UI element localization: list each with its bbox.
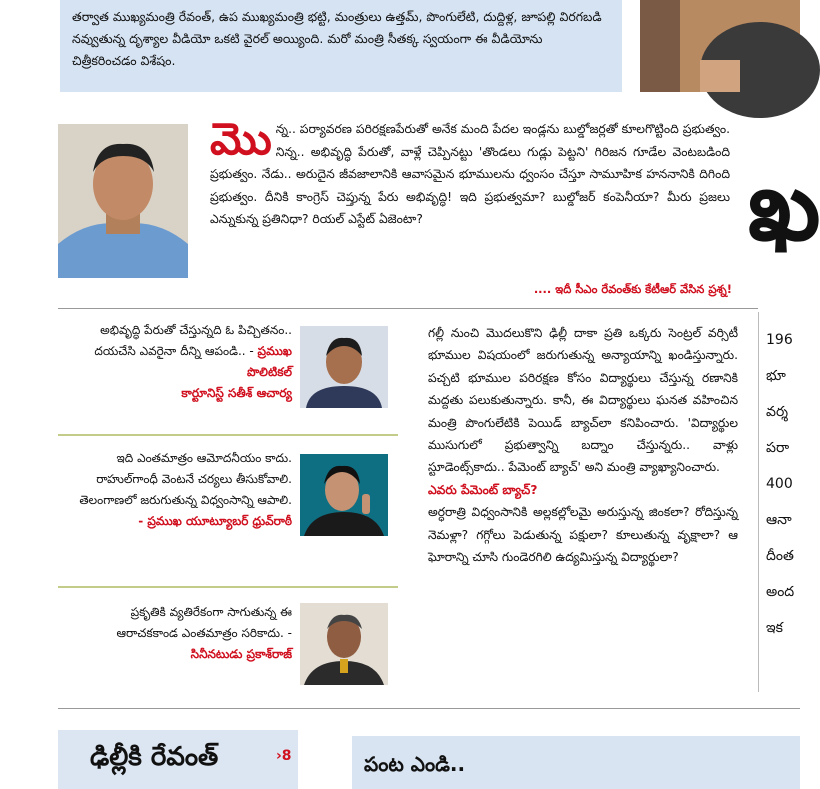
headline-fragment: ఖ: [748, 150, 820, 262]
top-right-photo: [640, 0, 800, 92]
section-divider: [58, 308, 758, 309]
column-rule: [758, 312, 759, 692]
satish-photo: [300, 326, 388, 408]
dhruv-photo: [300, 454, 388, 536]
bottom-divider: [58, 708, 800, 709]
ktr-quote-text: న్న.. పర్యావరణ పరిరక్షణపేరుతో అనేక మంది పేదల ఇండ్లను బుల్డోజర్లతో కూలగొట్టింది ప్రభుత్వం. నిన్న.. అభివృద్ధి పేరుతో, వాళ్లే చెప్పినట్టు 'తొండలు గుడ్లు పెట్టని' గిరిజన గూడేల వెంటబడింది ప్రభుత్వం. నేడు.. అరుదైన జీవజాలానికి ఆవాసమైన భూములను ధ్వంసం చేస్తూ సామూహిక హననానికి దిగింది ప్రభుత్వం. దీనికి కాంగ్రెస్ చెప్తున్న పేరు అభివృద్ధి! ఇది ప్రభుత్వమా? బుల్డోజర్ కంపెనీయా? మీరు ప్రజలు ఎన్నుకున్న ప్రతినిధా? రియల్ ఎస్టేట్ ఏజెంటా?: [210, 122, 730, 226]
ktr-photo: [58, 124, 188, 278]
dropcap: మొ: [210, 114, 272, 165]
quote-divider: [58, 434, 398, 436]
quote-text: అభివృద్ధి పేరుతో చేస్తున్నది ఓ పిచ్చితనం.. దయచేసి ఎవరైనా దీన్ని ఆపండి.. -: [94, 323, 292, 358]
article-subhead: ఎవరు పేమెంట్ బ్యాచ్?: [428, 482, 538, 497]
satish-portrait: [300, 326, 388, 408]
dhruv-portrait: [300, 454, 388, 536]
quote-divider: [58, 586, 398, 588]
fragment-line: అంద: [766, 584, 795, 600]
quote-dhruv: [64, 448, 292, 532]
quote-name: ప్రముఖ పొలిటికల్: [246, 344, 292, 379]
prakash-portrait: [300, 603, 388, 685]
ktr-quote-body: [210, 114, 730, 231]
quote-name-2: కార్టూనిస్ట్ సతీశ్ ఆచార్య: [181, 386, 292, 400]
article-paragraph-2: అర్ధరాత్రి విధ్వంసానికి అల్లకల్లోలమై అరుస్తున్న జింకలా? రోదిస్తున్న నెమళ్లా? గగ్గోలు పెడుతున్న పక్షులా? కూలుతున్న వృక్షాలా? ఆ ఘోరాన్ని చూసి గుండెరగిలి ఉద్యమిస్తున్న విద్యార్థులా?: [428, 505, 738, 565]
fragment-line: ఆనా: [766, 512, 792, 528]
quote-text: ప్రకృతికి వ్యతిరేకంగా సాగుతున్న ఈ ఆరాచకకాండ ఎంతమాత్రం సరికాదు. -: [116, 605, 292, 640]
panta-teaser-title[interactable]: పంట ఎండి..: [364, 752, 466, 776]
fragment-line: భూ: [766, 368, 786, 384]
fragment-line: 400: [766, 476, 793, 492]
quote-satish: [70, 320, 292, 404]
article-column: [428, 322, 738, 568]
fragment-line: 196: [766, 332, 793, 348]
quote-text: ఇది ఎంతమాత్రం ఆమోదనీయం కాదు. రాహుల్‌గాంధీ వెంటనే చర్యలు తీసుకోవాలి. తెలంగాణలో జరుగుతున్న విధ్వంసాన్ని ఆపాలి.: [79, 451, 292, 507]
top-photo-image: [640, 0, 800, 92]
delhi-teaser-title[interactable]: ఢిల్లీకి రేవంత్: [90, 742, 219, 772]
fragment-line: దీంత: [766, 548, 794, 564]
fragment-line: వర్శ: [766, 404, 788, 420]
prakash-photo: [300, 603, 388, 685]
quote-name: సినీనటుడు ప్రకాశ్‌రాజ్: [190, 647, 292, 661]
top-story-text: తర్వాత ముఖ్యమంత్రి రేవంత్, ఉప ముఖ్యమంత్రి భట్టి, మంత్రులు ఉత్తమ్, పొంగులేటి, దుద్దిళ్ల, జూపల్లి విరగబడి నవ్వుతున్న దృశ్యాల వీడియో ఒకటి వైరల్ అయ్యింది. మరో మంత్రి సీతక్క స్వయంగా ఈ వీడియోను చిత్రీకరించడం విశేషం.: [72, 9, 602, 68]
ktr-portrait: [58, 124, 188, 278]
fragment-line: పరా: [766, 440, 790, 456]
ktr-caption: .... ఇదీ సీఎం రేవంత్‌కు కేటీఆర్ వేసిన ప్రశ్న!: [533, 282, 732, 296]
quote-name: - ప్రముఖ యూట్యూబర్ ధ్రువ్‌రాఠీ: [138, 514, 292, 528]
fragment-line: ఇక: [766, 620, 783, 636]
right-column-fragment: [766, 322, 800, 646]
article-paragraph-1: గల్లీ నుంచి మొదలుకొని ఢిల్లీ దాకా ప్రతి ఒక్కరు సెంట్రల్ వర్సిటీ భూముల విషయంలో జరుగుతున్న అన్యాయాన్ని ఖండిస్తున్నారు. పచ్చటి భూముల పరిరక్షణ కోసం విద్యార్థులు చేస్తున్న రణానికి మద్దతు పలుకుతున్నారు. కానీ, ఈ విద్యార్థులు ఘనత వహించిన మంత్రి పొంగులేటికి పెయిడ్ బ్యాచ్‌లా కనిపించారు. 'విద్యార్థుల ముసుగులో ప్రభుత్వాన్ని బద్నాం చేస్తున్నరు.. వాళ్లు స్టూడెంట్స్‌కాదు.. పేమెంట్ బ్యాచ్' అని మంత్రి వ్యాఖ్యానించారు.: [428, 326, 738, 475]
top-story-box: [60, 0, 622, 92]
quote-prakash: [70, 602, 292, 665]
delhi-page-ref[interactable]: ›8: [276, 748, 292, 764]
